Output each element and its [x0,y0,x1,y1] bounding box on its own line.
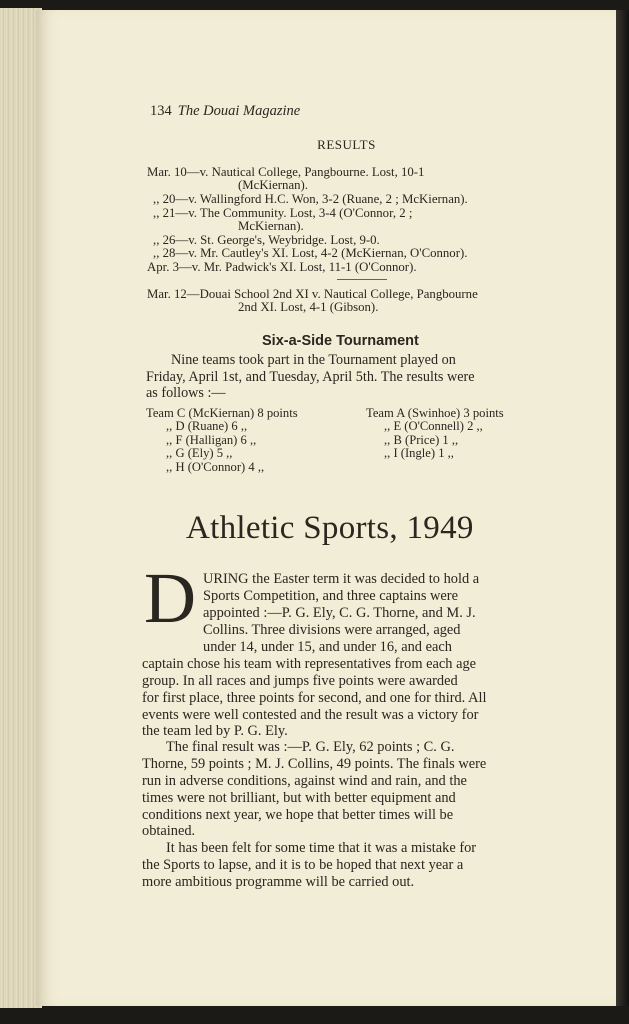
paragraph-line: Friday, April 1st, and Tuesday, April 5th. The results were [146,369,475,385]
section-heading: Six-a-Side Tournament [262,333,419,349]
article-title: Athletic Sports, 1949 [186,510,474,546]
results-line: (McKiernan). [238,178,308,192]
paragraph-line: as follows :— [146,385,226,401]
drop-cap: D [144,558,196,638]
paragraph-line: It has been felt for some time that it was a mistake for [166,840,477,856]
paragraph-line: captain chose his team with representatives from each age [142,656,477,672]
running-header [150,103,300,120]
results-title: RESULTS [317,137,376,152]
paragraph-line: Thorne, 59 points ; M. J. Collins, 49 points. The finals were [142,756,487,772]
paragraph-line: appointed :—P. G. Ely, C. G. Thorne, and M. J. [203,605,476,621]
table-row: ,, F (Halligan) 6 ,, [166,433,257,447]
paragraph-line: run in adverse conditions, against wind and rain, and the [142,773,467,789]
results-line: ,, 26—v. St. George's, Weybridge. Lost, 9-0. [153,233,380,247]
results-line: 2nd XI. Lost, 4-1 (Gibson). [238,300,379,314]
magazine-title: The Douai Magazine [177,103,301,119]
table-row: ,, H (O'Connor) 4 ,, [166,460,265,474]
paragraph-line: the Sports to lapse, and it is to be hoped that next year a [142,857,464,873]
results-line: Apr. 3—v. Mr. Padwick's XI. Lost, 11-1 (O'Connor). [147,260,417,274]
results-line: ,, 21—v. The Community. Lost, 3-4 (O'Connor, 2 ; [153,206,413,220]
paragraph-line: under 14, under 15, and under 16, and each [203,639,452,655]
paragraph-line: URING the Easter term it was decided to hold a [203,571,480,587]
table-row: ,, G (Ely) 5 ,, [166,446,233,460]
paragraph-line: the team led by P. G. Ely. [142,723,288,739]
paragraph-line: obtained. [142,823,196,839]
paragraph-line: Nine teams took part in the Tournament played on [171,352,456,368]
table-row: ,, D (Ruane) 6 ,, [166,419,248,433]
book-spine-edge [616,10,629,1006]
results-line: Mar. 12—Douai School 2nd XI v. Nautical College, Pangbourne [147,287,478,301]
paragraph-line: for first place, three points for second, and one for third. All [142,690,487,706]
paragraph-line: conditions next year, we hope that better times will be [142,807,454,823]
results-line: ,, 20—v. Wallingford H.C. Won, 3-2 (Ruane, 2 ; McKiernan). [153,192,468,206]
table-row: Team A (Swinhoe) 3 points [366,406,504,420]
table-row: ,, E (O'Connell) 2 ,, [384,419,483,433]
paragraph-line: Collins. Three divisions were arranged, aged [203,622,461,638]
results-line: McKiernan). [238,219,304,233]
results-line: Mar. 10—v. Nautical College, Pangbourne. Lost, 10-1 [147,165,425,179]
results-line: ,, 28—v. Mr. Cautley's XI. Lost, 4-2 (McKiernan, O'Connor). [153,246,468,260]
paragraph-line: The final result was :—P. G. Ely, 62 points ; C. G. [166,739,455,755]
paragraph-line: events were well contested and the result was a victory for [142,707,479,723]
paragraph-line: Sports Competition, and three captains were [203,588,458,604]
table-row: Team C (McKiernan) 8 points [146,406,298,420]
paragraph-line: times were not brilliant, but with better equipment and [142,790,456,806]
page-number: 134 [150,103,172,119]
table-row: ,, B (Price) 1 ,, [384,433,459,447]
divider [337,279,387,280]
paragraph-line: more ambitious programme will be carried out. [142,874,415,890]
paragraph-line: group. In all races and jumps five points were awarded [142,673,458,689]
table-row: ,, I (Ingle) 1 ,, [384,446,454,460]
